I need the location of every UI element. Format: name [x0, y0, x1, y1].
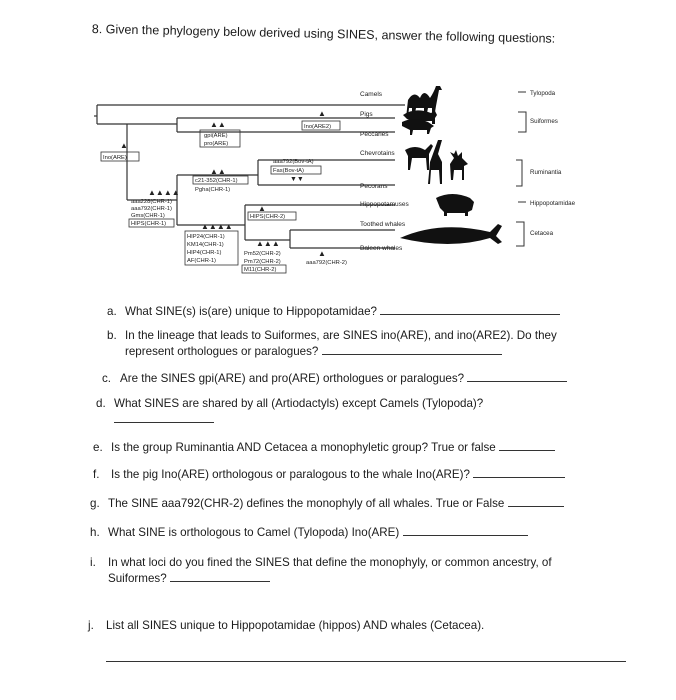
sine-aaa792-chr1: aaa792(CHR-1)	[131, 206, 172, 212]
svg-text:▲▲: ▲▲	[210, 167, 226, 176]
sine-hips-chr2: HIPS(CHR-2)	[250, 214, 286, 220]
sine-ino-are-root: Ino(ARE)	[103, 155, 127, 161]
answer-blank-b[interactable]	[322, 344, 502, 355]
answer-blank-e[interactable]	[499, 440, 555, 451]
sine-km14: KM14(CHR-1)	[187, 242, 224, 248]
taxon-chevrotains: Chevrotains	[360, 150, 395, 157]
svg-text:▲▲▲: ▲▲▲	[256, 239, 280, 248]
answer-blank-f[interactable]	[473, 467, 565, 478]
sine-pro-are: pro(ARE)	[204, 141, 229, 147]
sine-af: AF(CHR-1)	[187, 258, 216, 264]
group-suiformes: Suiformes	[530, 118, 558, 125]
sine-hips-chr1: HIPS(CHR-1)	[131, 221, 167, 227]
question-title: 8. Given the phylogeny below derived using SINES, answer the following questions:	[91, 22, 556, 46]
question-j: j. List all SINES unique to Hippopotamidae (hippos) AND whales (Cetacea).	[88, 619, 485, 632]
deer-silhouette	[450, 150, 468, 180]
question-e: e. Is the group Ruminantia AND Cetacea a monophyletic group? True or false	[93, 440, 555, 456]
question-f: f. Is the pig Ino(ARE) orthologous or paralogous to the whale Ino(ARE)?	[93, 467, 565, 483]
answer-blank-d[interactable]	[114, 412, 214, 423]
sine-hip4: HIP4(CHR-1)	[187, 250, 222, 256]
sine-aaa792-bov: aaa792(Bov-tA)	[273, 159, 314, 165]
hippo-silhouette	[436, 194, 474, 216]
svg-text:▲▲▲▲: ▲▲▲▲	[201, 222, 233, 231]
group-cetacea: Cetacea	[530, 230, 554, 237]
whale-silhouette	[400, 224, 502, 244]
answer-blank-h[interactable]	[403, 525, 528, 536]
svg-text:▲: ▲	[258, 204, 266, 213]
taxon-pecorans: Pecorans	[360, 183, 388, 190]
sine-aaa228: aaa228(CHR-1)	[131, 199, 172, 205]
svg-text:▲: ▲	[318, 109, 326, 118]
sine-fas-bov: Fas(Bov-tA)	[273, 168, 304, 174]
question-h: h. What SINE is orthologous to Camel (Tylopoda) Ino(ARE)	[90, 525, 528, 541]
question-i: i. In what loci do you fined the SINES that define the monophyly, or common ancestry, of Suiformes?	[90, 556, 552, 585]
group-hippopotamidae: Hippopotamidae	[530, 200, 576, 207]
svg-text:▼▼: ▼▼	[290, 176, 304, 183]
sine-hip24: HIP24(CHR-1)	[187, 234, 225, 240]
taxon-baleen-whales: Baleen whales	[360, 245, 403, 252]
svg-text:▲: ▲	[120, 141, 128, 150]
taxon-peccaries: Peccaries	[360, 131, 389, 138]
group-tylopoda: Tylopoda	[530, 90, 556, 97]
question-b: b. In the lineage that leads to Suiformes, are SINES ino(ARE), and ino(ARE2). Do they represent orthologues or paralogues?	[107, 329, 557, 358]
question-a: a. What SINE(s) is(are) unique to Hippopotamidae?	[107, 304, 560, 320]
sine-m11: M11(CHR-2)	[244, 267, 277, 273]
answer-blank-i[interactable]	[170, 571, 270, 582]
sine-aaa792-chr2: aaa792(CHR-2)	[306, 260, 347, 266]
taxon-pigs: Pigs	[360, 111, 373, 118]
sine-ino-are2: Ino(ARE2)	[304, 124, 332, 130]
sine-pm52: Pm52(CHR-2)	[244, 251, 281, 257]
sine-pgha: Pgha(CHR-1)	[195, 187, 231, 193]
peccary-silhouette	[402, 119, 434, 135]
taxon-hippopotamuses: Hippopotamuses	[360, 201, 409, 208]
svg-text:▲▲: ▲▲	[210, 120, 226, 129]
chevrotain-silhouette	[405, 144, 433, 170]
svg-text:▲: ▲	[318, 249, 326, 258]
question-g: g. The SINE aaa792(CHR-2) defines the monophyly of all whales. True or False	[90, 496, 564, 512]
sine-gms: Gms(CHR-1)	[131, 213, 165, 219]
answer-blank-c[interactable]	[467, 371, 567, 382]
answer-blank-j[interactable]	[106, 661, 626, 662]
question-c: c. Are the SINES gpi(ARE) and pro(ARE) orthologues or paralogues?	[102, 371, 567, 387]
taxon-camels: Camels	[360, 91, 383, 98]
sine-gpi-are: gpi(ARE)	[204, 133, 228, 139]
sine-c21: c21-352(CHR-1)	[195, 178, 238, 184]
svg-text:▲▲▲▲: ▲▲▲▲	[148, 188, 180, 197]
answer-blank-a[interactable]	[380, 304, 560, 315]
group-ruminantia: Ruminantia	[530, 169, 562, 176]
question-d: d. What SINES are shared by all (Artiodactyls) except Camels (Tylopoda)?	[96, 397, 483, 427]
taxon-toothed-whales: Toothed whales	[360, 221, 406, 228]
sine-pm72: Pm72(CHR-2)	[244, 259, 281, 265]
phylogeny-figure	[0, 0, 676, 300]
answer-blank-g[interactable]	[508, 496, 564, 507]
